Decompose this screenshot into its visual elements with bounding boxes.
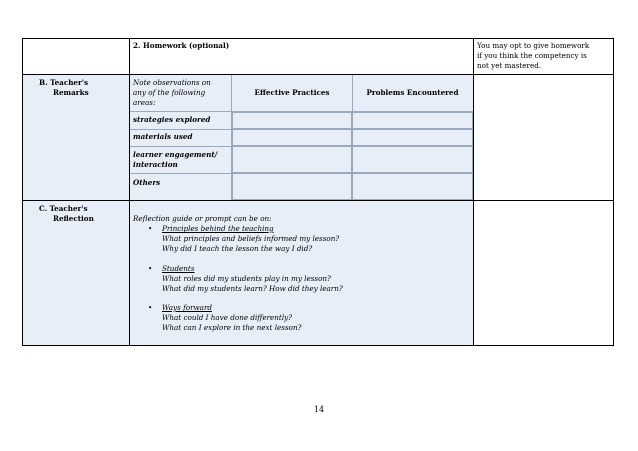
remarks-row-engagement-line2: interaction [133,160,178,169]
remarks-row-strategies: strategies explored [133,115,211,124]
remarks-intro-line1: Note observations on [133,78,211,87]
col-header-problems: Problems Encountered [366,88,459,97]
reflection-label-line1: C. Teacher's [39,204,88,213]
bullet-students: • [148,264,153,273]
homework-note-line2: if you think the competency is [477,51,587,60]
remarks-cell-effective-2 [232,129,352,146]
col-header-effective: Effective Practices [254,88,330,97]
homework-title: 2. Homework (optional) [133,41,230,50]
remarks-intro-line3: areas: [133,98,156,107]
reflection-label-line2: Reflection [53,214,94,223]
remarks-row-materials: materials used [133,132,193,141]
reflection-q-students-2: What did my students learn? How did they learn? [162,284,343,293]
bullet-ways-forward: • [148,303,153,312]
reflection-q-principles-2: Why did I teach the lesson the way I did? [162,244,313,253]
remarks-label-line2: Remarks [53,88,89,97]
remarks-label-line1: B. Teacher's [39,78,89,87]
reflection-guide: Reflection guide or prompt can be on: [133,214,272,223]
table-left-border [22,38,23,346]
reflection-heading-students: Students [162,264,195,273]
remarks-row-divider-2 [129,146,232,147]
remarks-intro-line2: any of the following [133,88,206,97]
remarks-row-divider-1 [129,129,232,130]
table-right-border [613,38,614,346]
reflection-q-ways-forward-2: What can I explore in the next lesson? [162,323,302,332]
remarks-row-others: Others [133,178,161,187]
col-divider-label [129,38,130,346]
remarks-cell-problems-1 [352,112,473,129]
reflection-heading-principles: Principles behind the teaching [162,224,274,233]
row-divider-remarks [22,200,614,201]
remarks-cell-problems-3 [352,146,473,173]
bullet-principles: • [148,224,153,233]
reflection-q-students-1: What roles did my students play in my lesson? [162,274,331,283]
remarks-row-engagement-line1: learner engagement/ [133,150,218,159]
remarks-cell-effective-4 [232,173,352,200]
remarks-cell-problems-4 [352,173,473,200]
table-bottom-border [22,345,614,346]
reflection-q-principles-1: What principles and beliefs informed my lesson? [162,234,340,243]
remarks-cell-effective-1 [232,112,352,129]
remarks-cell-effective-3 [232,146,352,173]
remarks-cell-problems-2 [352,129,473,146]
table-top-border [22,38,614,39]
homework-note-line3: not yet mastered. [477,61,542,70]
homework-note-line1: You may opt to give homework [477,41,590,50]
col-divider-notes [473,38,474,346]
reflection-heading-ways-forward: Ways forward [162,303,212,312]
remarks-header-divider [129,111,473,112]
page-number: 14 [313,405,325,414]
remarks-row-divider-3 [129,173,232,174]
reflection-q-ways-forward-1: What could I have done differently? [162,313,293,322]
row-divider-homework [22,74,614,75]
